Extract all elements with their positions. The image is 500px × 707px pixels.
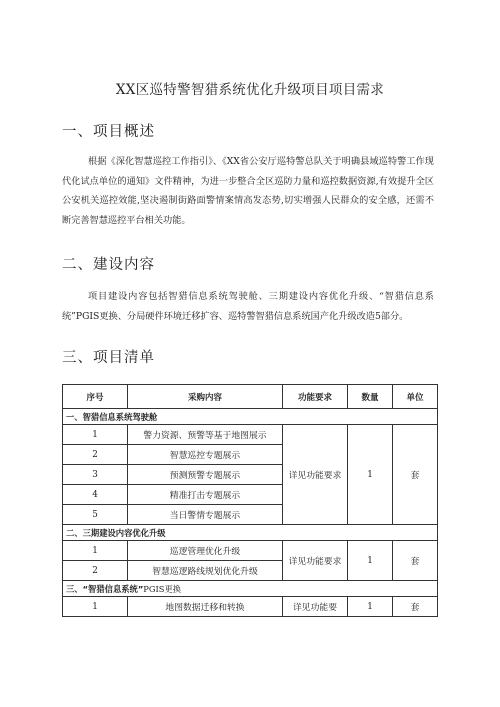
row-content: 智慧巡逻路线规划优化升级 [128,561,283,581]
document-title: XX区巡特警智猎系统优化升级项目项目需求 [115,82,385,98]
section-paragraph-construction: 项目建设内容包括智猎信息系统驾驶舱、三期建设内容优化升级、“智猎信息系统”PGIS更换、分局硬件环境迁移扩容、巡特警智猎信息系统国产化升级改造5部分。 [62,291,434,322]
row-no: 2 [63,445,128,465]
header-quantity: 数量 [348,385,393,409]
row-quantity: 1 [348,541,393,581]
row-no: 1 [63,597,128,617]
row-unit: 套 [393,425,438,525]
group-title: 三、“智猎信息系统” [66,583,144,594]
row-requirement: 详见功能要求 [283,425,348,525]
section-heading-overview: 一、项目概述 [62,124,155,140]
group-title-suffix: PGIS更换 [143,583,182,594]
table-row [63,541,438,561]
table-group-header [63,525,438,541]
group-title: 一、智猎信息系统驾驶舱 [66,411,158,422]
section-heading-construction: 二、建设内容 [62,257,155,273]
row-quantity: 1 [348,425,393,525]
section-paragraph-overview: 根据《深化智慧巡控工作指引》、《XX省公安厅巡特警总队关于明确县域巡特警工作现代化试点单位的通知》文件精神，为进一步整合全区巡防力量和巡控数据资源,有效提升全区公安机关巡控效能,坚决遏制街路面警情案情高发态势,切实增强人民群众的安全感，还需不断完善智慧巡控平台相关功能。 [62,156,434,226]
row-no: 5 [63,505,128,525]
row-unit: 套 [393,597,438,617]
row-quantity: 1 [348,597,393,617]
row-requirement: 详见功能要求 [283,541,348,581]
table-group-header [63,581,438,597]
header-requirement: 功能要求 [283,385,348,409]
row-no: 4 [63,485,128,505]
header-no: 序号 [63,385,128,409]
table-group-header [63,409,438,425]
header-content: 采购内容 [128,385,283,409]
row-content: 地图数据迁移和转换 [128,597,283,617]
row-content: 预测预警专题展示 [128,465,283,485]
row-content: 警力资源、预警等基于地图展示 [128,425,283,445]
row-no: 1 [63,425,128,445]
row-no: 1 [63,541,128,561]
row-no: 3 [63,465,128,485]
row-content: 巡逻管理优化升级 [128,541,283,561]
section-heading-list: 三、项目清单 [62,350,155,366]
row-content: 当日警情专题展示 [128,505,283,525]
row-content: 智慧巡控专题展示 [128,445,283,465]
group-title: 二、三期建设内容优化升级 [66,527,166,538]
row-unit: 套 [393,541,438,581]
row-no: 2 [63,561,128,581]
table-header-row [63,385,438,409]
header-unit: 单位 [393,385,438,409]
row-requirement: 详见功能要 [283,597,348,617]
project-list-table [62,384,438,617]
table-row [63,597,438,617]
row-content: 精准打击专题展示 [128,485,283,505]
table-row [63,425,438,445]
